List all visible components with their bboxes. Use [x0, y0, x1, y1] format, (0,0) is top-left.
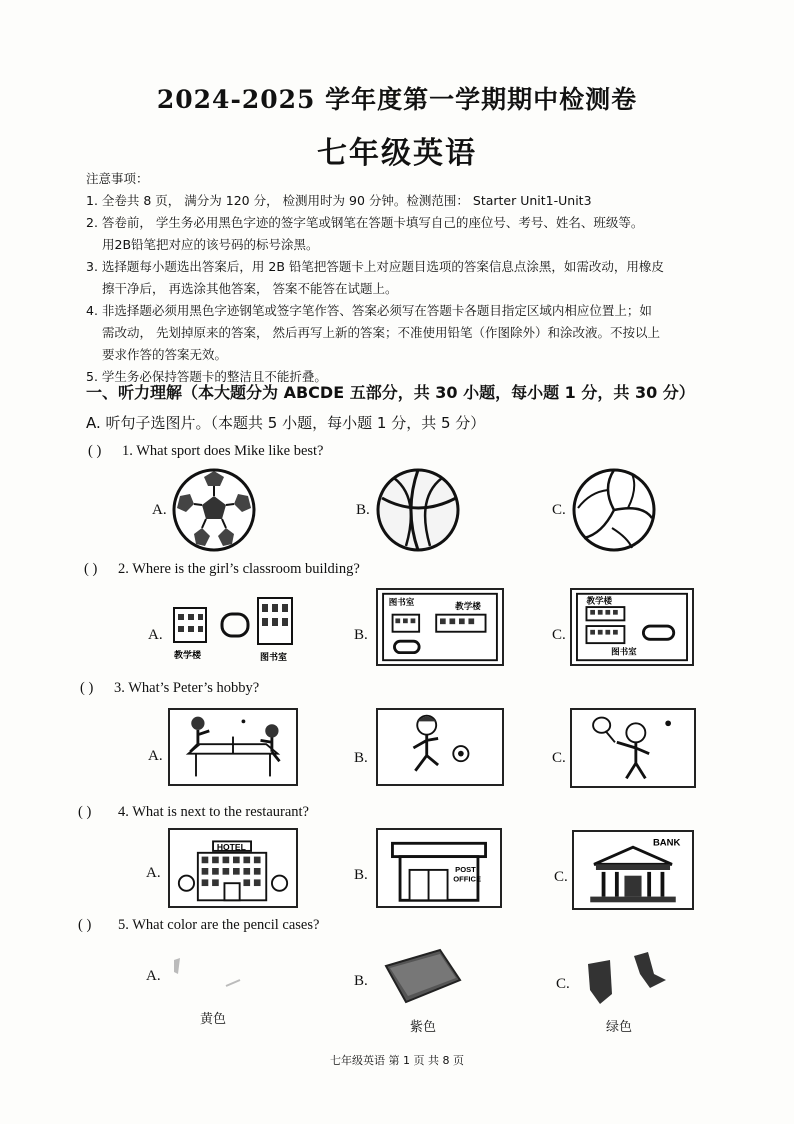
- exam-subtitle: 七年级英语: [317, 136, 477, 171]
- label-library: 图书室: [611, 647, 637, 658]
- note-4: 4. 非选择题必须用黑色字迹钢笔或签字笔作答、答案必须写在答题卡各题目指定区域内相应位置上；如: [86, 303, 652, 318]
- question-1: [88, 443, 324, 460]
- section-title: [86, 380, 695, 403]
- question-4: [78, 804, 309, 821]
- notes-heading: 注意事项：: [86, 171, 149, 186]
- answer-blank[interactable]: ( ): [88, 443, 102, 459]
- option-a-label: A.: [146, 865, 161, 881]
- question-3: [80, 680, 259, 697]
- label-teaching-building: 教学楼: [455, 601, 481, 612]
- option-a-label: A.: [152, 502, 167, 518]
- caption-yellow: 黄色: [200, 1012, 227, 1027]
- caption-green: 绿色: [606, 1020, 633, 1035]
- option-c-label: C.: [552, 502, 566, 518]
- label-hotel: HOTEL: [216, 841, 246, 852]
- tennis-player-image: [570, 708, 696, 788]
- option-c-label: C.: [552, 627, 566, 643]
- ping-pong-image: [168, 708, 298, 786]
- answer-blank[interactable]: ( ): [78, 804, 92, 820]
- page-footer: 七年级英语 第 1 页 共 8 页: [330, 1054, 464, 1067]
- label-library: 图书室: [388, 598, 415, 609]
- section-name: 一、听力理解: [86, 383, 183, 402]
- option-b-label: B.: [354, 973, 368, 989]
- answer-blank[interactable]: ( ): [80, 680, 94, 696]
- exam-title: 2024-2025 学年度第一学期期中检测卷: [156, 85, 638, 114]
- campus-map-a-image: [168, 588, 300, 666]
- football-player-image: [376, 708, 504, 786]
- option-c-label: C.: [554, 869, 568, 885]
- volleyball-image: [572, 468, 656, 552]
- bank-image: [572, 830, 694, 910]
- post-office-image: [376, 828, 502, 908]
- part-a-instructions: A. 听句子选图片。（本题共 5 小题，每小题 1 分，共 5 分）: [86, 414, 486, 432]
- option-b-label: B.: [354, 750, 368, 766]
- question-5: [78, 917, 319, 934]
- note-4-cont: 需改动， 先划掉原来的答案， 然后再写上新的答案；不准使用铅笔（作图除外）和涂改液。不按以上: [102, 325, 660, 340]
- notes-block: [86, 168, 756, 388]
- hotel-image: [168, 828, 298, 908]
- yellow-pencil-case-image: [166, 950, 246, 1000]
- caption-purple: 紫色: [410, 1020, 437, 1035]
- campus-map-c-image: [570, 588, 694, 666]
- option-c-label: C.: [552, 750, 566, 766]
- answer-blank[interactable]: ( ): [78, 917, 92, 933]
- note-2-cont: 用2B铅笔把对应的该号码的标号涂黑。: [102, 237, 319, 252]
- label-teaching-building: 教学楼: [174, 651, 202, 661]
- label-office: OFFICE: [453, 874, 482, 884]
- question-text: 2. Where is the girl’s classroom building?: [118, 561, 360, 577]
- question-text: 1. What sport does Mike like best?: [122, 443, 324, 459]
- question-text: 4. What is next to the restaurant?: [118, 804, 309, 820]
- note-5: 5. 学生务必保持答题卡的整洁且不能折叠。: [86, 369, 327, 384]
- label-post: POST: [455, 864, 476, 874]
- answer-blank[interactable]: ( ): [84, 561, 98, 577]
- label-library: 图书室: [260, 653, 288, 663]
- option-a-label: A.: [146, 968, 161, 984]
- option-b-label: B.: [354, 627, 368, 643]
- question-text: 5. What color are the pencil cases?: [118, 917, 320, 933]
- question-2: [84, 561, 360, 578]
- campus-map-b-image: [376, 588, 504, 666]
- soccer-ball-image: [172, 468, 256, 552]
- option-c-label: C.: [556, 976, 570, 992]
- section-desc: （本大题分为 ABCDE 五部分，共 30 小题，每小题 1 分，共 30 分）: [182, 383, 695, 402]
- note-4-cont2: 要求作答的答案无效。: [102, 347, 228, 362]
- option-a-label: A.: [148, 627, 163, 643]
- question-text: 3. What’s Peter’s hobby?: [114, 680, 260, 696]
- note-3-cont: 擦干净后， 再选涂其他答案， 答案不能答在试题上。: [102, 281, 398, 296]
- option-b-label: B.: [354, 867, 368, 883]
- note-2: 2. 答卷前， 学生务必用黑色字迹的签字笔或钢笔在答题卡填写自己的座位号、考号、姓名、班级等。: [86, 215, 644, 230]
- basketball-image: [376, 468, 460, 552]
- note-3: 3. 选择题每小题选出答案后，用 2B 铅笔把答题卡上对应题目选项的答案信息点涂黑，如需改动，用橡皮: [86, 259, 664, 274]
- green-pencil-case-image: [576, 950, 676, 1012]
- note-1: 1. 全卷共 8 页， 满分为 120 分， 检测用时为 90 分钟。检测范围： Starter Unit1-Unit3: [86, 193, 592, 208]
- purple-pencil-case-image: [380, 946, 464, 1008]
- option-a-label: A.: [148, 748, 163, 764]
- option-b-label: B.: [356, 502, 370, 518]
- label-teaching-building: 教学楼: [586, 596, 613, 607]
- label-bank: BANK: [652, 837, 681, 849]
